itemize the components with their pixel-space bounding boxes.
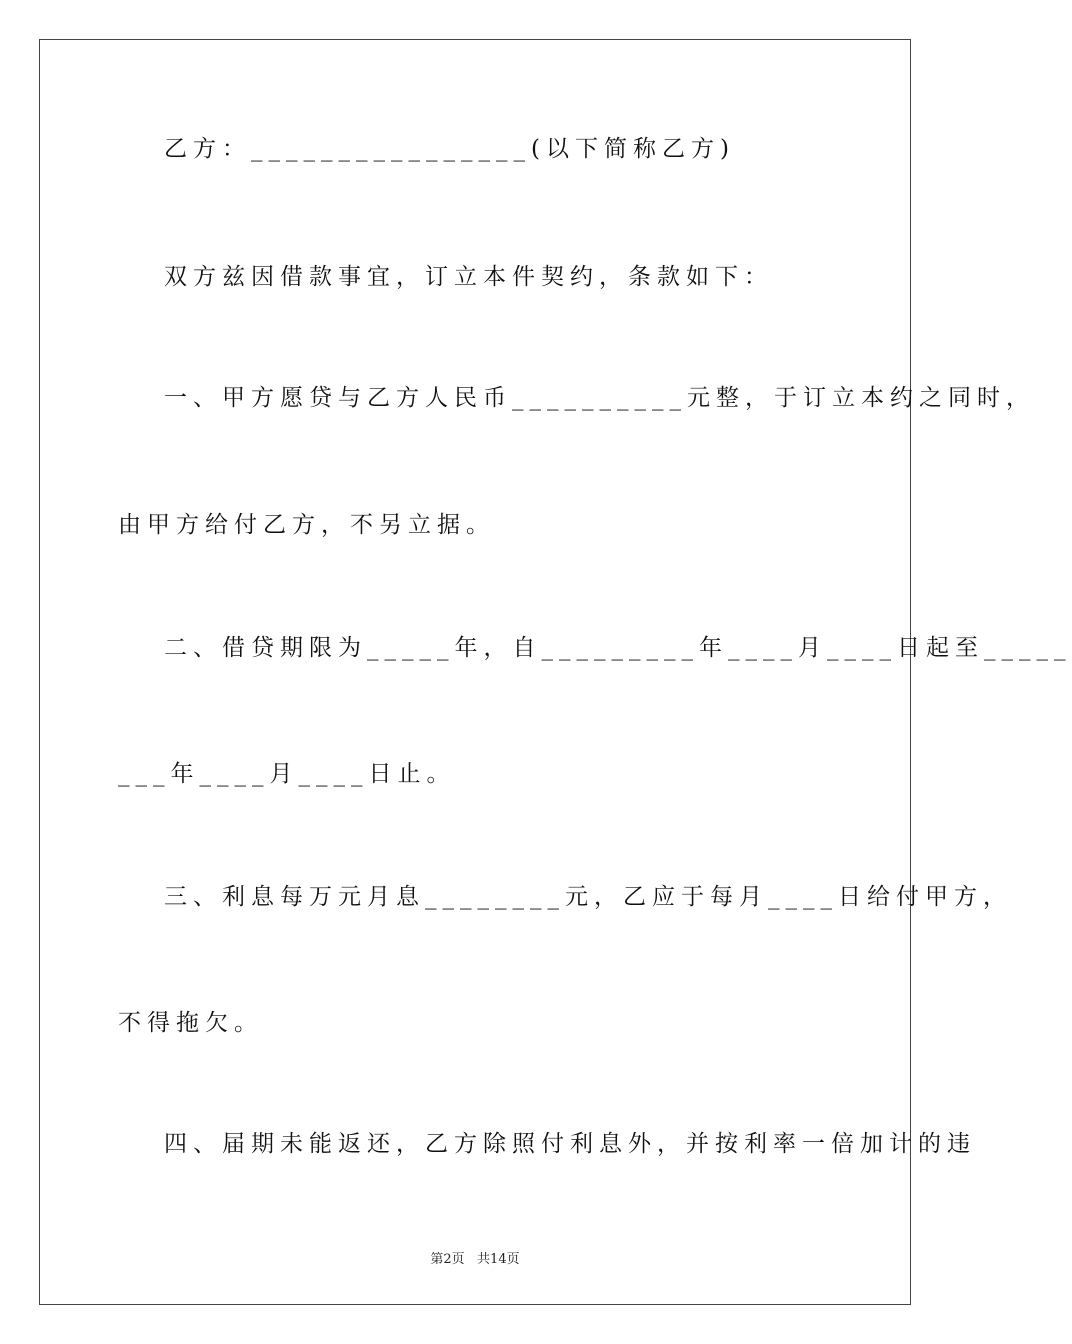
clause-1-line-2: 由甲方给付乙方，不另立据。 (118, 512, 495, 538)
clause-1-line-1: 一、甲方愿贷与乙方人民币__________元整，于订立本约之同时， (164, 385, 1035, 411)
preamble-line: 双方兹因借款事宜，订立本件契约，条款如下： (164, 264, 773, 290)
party-b-line: 乙方：________________(以下简称乙方) (164, 136, 735, 162)
clause-3-line-2: 不得拖欠。 (118, 1010, 263, 1036)
clause-2-line-1: 二、借贷期限为_____年，自_________年____月____日起至_____ (164, 635, 1072, 661)
page-footer: 第2页 共14页 (430, 1252, 520, 1267)
clause-4-line-1: 四、届期未能返还，乙方除照付利息外，并按利率一倍加计的违 (164, 1131, 976, 1157)
clause-3-line-1: 三、利息每万元月息________元，乙应于每月____日给付甲方， (164, 884, 1012, 910)
clause-2-line-2: ___年____月____日止。 (118, 761, 456, 787)
page-border (39, 39, 1072, 1305)
